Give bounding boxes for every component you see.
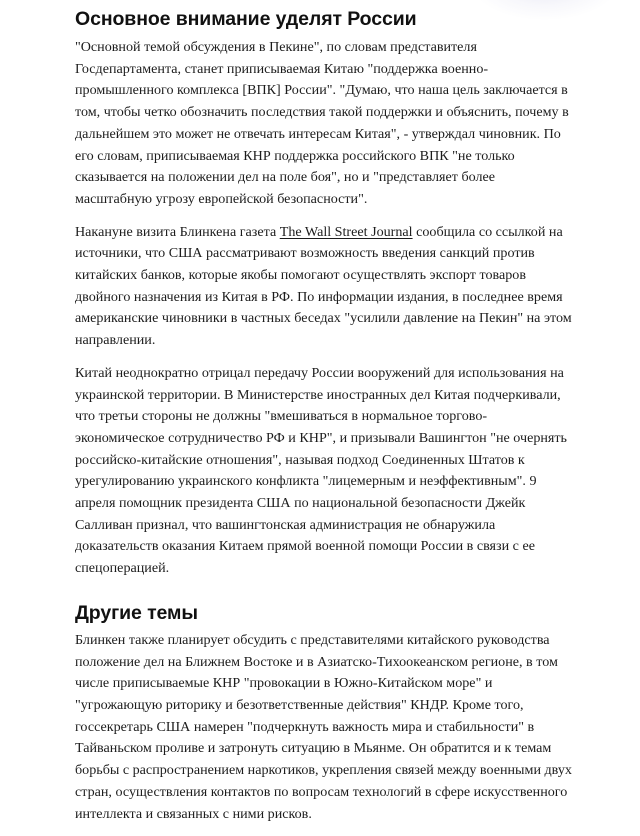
paragraph-state-department: "Основной темой обсуждения в Пекине", по словам представителя Госдепартамента, станет приписываемая Китаю "поддержка военно-промышленного комплекса [ВПК] России". "Думаю, что наша цель заключается в том, чтобы четко обозначить последствия такой поддержки и объяснить, почему в дальнейшем это может не отвечать интересам Китая", - утверждал чиновник. По его словам, приписываемая КНР поддержка российского ВПК "не только сказывается на положении дел на поле боя", но и "представляет более масштабную угрозу европейской безопасности". <box>75 39 569 207</box>
article-body <box>75 0 575 836</box>
section-heading-other-topics: Другие темы <box>75 601 198 624</box>
paragraph-text: Накануне визита Блинкена газета <box>75 223 280 240</box>
paragraph-other-topics: Блинкен также планирует обсудить с представителями китайского руководства положение дел на Ближнем Востоке и в Азиатско-Тихоокеанском регионе, в том числе приписываемые КНР "провокации в Южно-Китайском море" и "угрожающую риторику и безответственные действия" КНДР. Кроме того, госсекретарь США намерен "подчеркнуть важность мира и стабильности" в Тайваньском проливе и затронуть ситуацию в Мьянме. Он обратится и к темам борьбы с распространением наркотиков, укрепления связей между военными двух стран, осуществления контактов по вопросам технологий в сфере искусственного интеллекта и связанных с ними рисков. <box>75 631 572 822</box>
wsj-link[interactable]: The Wall Street Journal <box>279 223 413 240</box>
paragraph-wsj-sanctions <box>75 222 575 352</box>
section-heading-russia: Основное внимание уделят России <box>75 8 417 30</box>
paragraph-china-denial: Китай неоднократно отрицал передачу России вооружений для использования на украинской территории. В Министерстве иностранных дел Китая подчеркивали, что третьи стороны не должны "вмешиваться в нормальное торгово-экономическое сотрудничество РФ и КНР", и призывали Вашингтон "не очернять российско-китайские отношения", называя подход Соединенных Штатов к урегулированию украинского конфликта "лицемерным и неэффективным". 9 апреля помощник президента США по национальной безопасности Джейк Салливан признал, что вашингтонская администрация не обнаружила доказательств оказания Китаем прямой военной помощи России в связи с ее спецоперацией. <box>75 364 567 577</box>
paragraph-text: сообщила со ссылкой на источники, что США рассматривают возможность введения санкций против китайских банков, которые якобы помогают осуществлять экспорт товаров двойного назначения из Китая в РФ. По информации издания, в последнее время американские чиновники в частных беседах "усилили давление на Пекин" на этом направлении. <box>75 223 572 349</box>
